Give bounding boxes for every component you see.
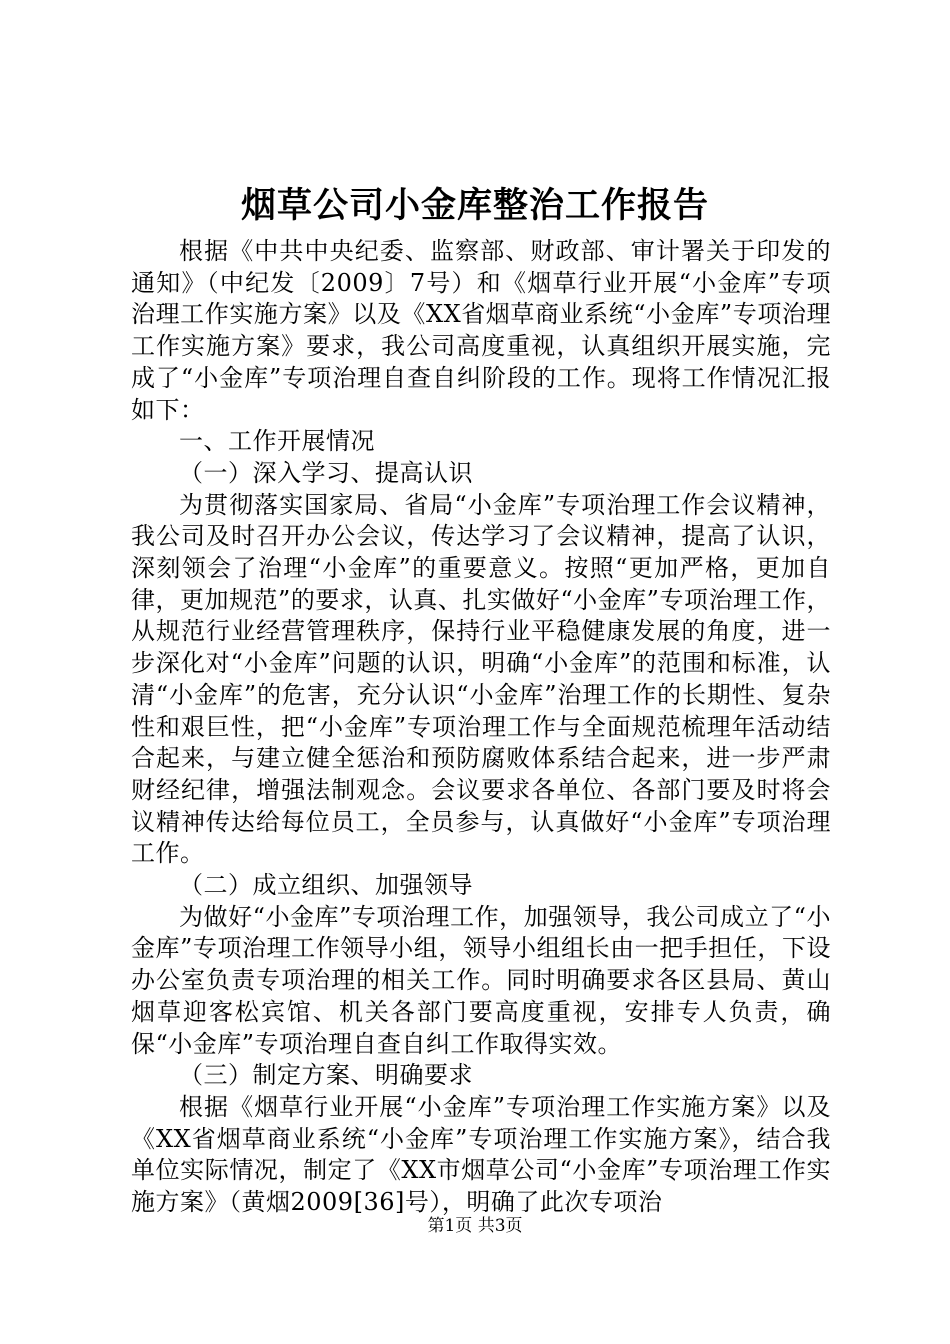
subsection-heading-1: （一）深入学习、提高认识 xyxy=(179,458,473,487)
document-body xyxy=(131,236,831,1219)
document-title: 烟草公司小金库整治工作报告 xyxy=(240,185,709,226)
body-paragraph-3: 根据《烟草行业开展“小金库”专项治理工作实施方案》以及《XX省烟草商业系统“小金库”专项治理工作实施方案》，结合我单位实际情况，制定了《XX市烟草公司“小金库”专项治理工作实施方案》（黄烟2009[36]号），明确了此次专项治 xyxy=(131,1092,831,1217)
page-footer: 第1页 共3页 xyxy=(427,1216,523,1236)
subsection-heading-2: （二）成立组织、加强领导 xyxy=(179,871,473,900)
section-heading-1: 一、工作开展情况 xyxy=(179,427,375,456)
subsection-heading-3: （三）制定方案、明确要求 xyxy=(179,1061,473,1090)
body-paragraph-1: 为贯彻落实国家局、省局“小金库”专项治理工作会议精神，我公司及时召开办公会议，传达学习了会议精神，提高了认识，深刻领会了治理“小金库”的重要意义。按照“更加严格，更加自律，更加规范”的要求，认真、扎实做好“小金库”专项治理工作，从规范行业经营管理秩序，保持行业平稳健康发展的角度，进一步深化对“小金库”问题的认识，明确“小金库”的范围和标准，认清“小金库”的危害，充分认识“小金库”治理工作的长期性、复杂性和艰巨性，把“小金库”专项治理工作与全面规范梳理年活动结合起来，与建立健全惩治和预防腐败体系结合起来，进一步严肃财经纪律，增强法制观念。会议要求各单位、各部门要及时将会议精神传达给每位员工，全员参与，认真做好“小金库”专项治理工作。 xyxy=(131,490,831,868)
body-paragraph-2: 为做好“小金库”专项治理工作，加强领导，我公司成立了“小金库”专项治理工作领导小组，领导小组组长由一把手担任，下设办公室负责专项治理的相关工作。同时明确要求各区县局、黄山烟草迎客松宾馆、机关各部门要高度重视，安排专人负责，确保“小金库”专项治理自查自纠工作取得实效。 xyxy=(131,902,831,1058)
intro-paragraph: 根据《中共中央纪委、监察部、财政部、审计署关于印发的通知》（中纪发〔2009〕7号）和《烟草行业开展“小金库”专项治理工作实施方案》以及《XX省烟草商业系统“小金库”专项治理工作实施方案》要求，我公司高度重视，认真组织开展实施，完成了“小金库”专项治理自查自纠阶段的工作。现将工作情况汇报如下： xyxy=(131,237,831,424)
